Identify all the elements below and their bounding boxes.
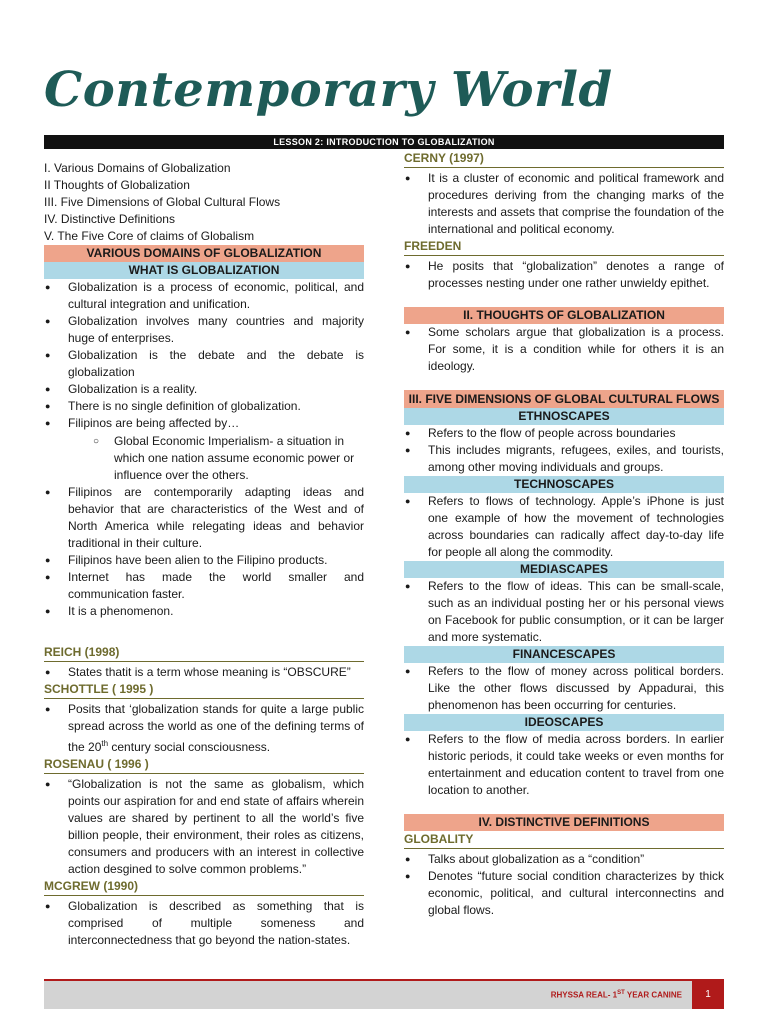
reich-list: [44, 664, 364, 681]
document-title: Contemporary World: [44, 62, 613, 118]
subsection-heading-technoscapes: TECHNOSCAPES: [404, 476, 724, 493]
list-item: [44, 415, 364, 484]
footer-author: [551, 990, 682, 1000]
list-item: ● It is a phenomenon.: [44, 603, 364, 620]
subsection-heading-what-is: WHAT IS GLOBALIZATION: [44, 262, 364, 279]
author-mcgrew: MCGREW (1990): [44, 878, 364, 896]
author-freeden: FREEDEN: [404, 238, 724, 256]
list-item: ● Refers to the flow of media across borders. In earlier historic periods, it could take weeks or even months for entertainment and education content to travel from one location to another.: [404, 731, 724, 799]
schottle-text-end: century social consciousness.: [108, 740, 271, 754]
cerny-list: [404, 170, 724, 238]
list-item: ● He posits that “globalization” denotes a range of processes nesting under one rather unwieldy epithet.: [404, 258, 724, 292]
list-item: ● States thatit is a term whose meaning is “OBSCURE”: [44, 664, 364, 681]
thoughts-list: [404, 324, 724, 375]
toc-item: II Thoughts of Globalization: [44, 178, 190, 192]
list-item: ● This includes migrants, refugees, exiles, and tourists, among other moving individuals and groups.: [404, 442, 724, 476]
list-item: ● Refers to the flow of money across political borders. Like the other flows discussed by Appadurai, this phenomenon has been occurring for centuries.: [404, 663, 724, 714]
list-item: ● Filipinos are contemporarily adapting ideas and behavior that are characteristics of the West and of North America while relegating ideas and behavior traditional in their culture.: [44, 484, 364, 552]
mcgrew-list: [44, 898, 364, 949]
financescapes-list: [404, 663, 724, 714]
list-item: ● Globalization is a reality.: [44, 381, 364, 398]
subsection-heading-ideoscapes: IDEOSCAPES: [404, 714, 724, 731]
toc-item: III. Five Dimensions of Global Cultural Flows: [44, 195, 281, 209]
list-item: ● There is no single definition of globalization.: [44, 398, 364, 415]
page-number: 1: [692, 981, 724, 1009]
left-column: [44, 150, 364, 949]
list-item: ● Globalization is the debate and the debate is globalization: [44, 347, 364, 381]
list-item: ● It is a cluster of economic and political framework and procedures deriving from the changing marks of the interests and assets that comprise the foundation of the international and political economy.: [404, 170, 724, 238]
schottle-list: [44, 701, 364, 756]
footer-sup: ST: [617, 990, 625, 996]
section-heading-thoughts: II. THOUGHTS OF GLOBALIZATION: [404, 307, 724, 324]
sub-list-item: ○ Global Economic Imperialism- a situation in which one nation assume economic power or influence over the others.: [68, 433, 364, 484]
section-heading-definitions: IV. DISTINCTIVE DEFINITIONS: [404, 814, 724, 831]
table-of-contents: [44, 160, 364, 245]
author-cerny: CERNY (1997): [404, 150, 724, 168]
lesson-header-bar: LESSON 2: INTRODUCTION TO GLOBALIZATION: [44, 135, 724, 149]
right-column: [404, 150, 724, 919]
list-item: ● “Globalization is not the same as globalism, which points our aspiration for and end state of affairs wherein values are shared by pertinent to all the world’s five billion people, their environment, their roles as citizens, consumers and producers with an interest in collective action desgined to solve common problems.”: [44, 776, 364, 878]
bullet-list: [44, 279, 364, 620]
list-item: ● Globalization involves many countries and majority huge of enterprises.: [44, 313, 364, 347]
list-item: ● Talks about globalization as a “condition”: [404, 851, 724, 868]
rosenau-list: [44, 776, 364, 878]
list-item: ● Filipinos have been alien to the Filipino products.: [44, 552, 364, 569]
list-item-text: Filipinos are being affected by…: [68, 416, 240, 430]
toc-item: V. The Five Core of claims of Globalism: [44, 229, 255, 243]
list-item: [44, 701, 364, 756]
list-item: ● Denotes “future social condition characterizes by thick economic, political, and cultural interconnectins and global flows.: [404, 868, 724, 919]
technoscapes-list: [404, 493, 724, 561]
list-item: ● Internet has made the world smaller and communication faster.: [44, 569, 364, 603]
list-item: ● Refers to the flow of ideas. This can be small-scale, such as an individual posting her or his personal views on Facebook for public consumption, or it can be larger and more systematic.: [404, 578, 724, 646]
globality-list: [404, 851, 724, 919]
section-heading-dimensions: III. FIVE DIMENSIONS OF GLOBAL CULTURAL FLOWS: [404, 390, 724, 408]
mediascapes-list: [404, 578, 724, 646]
toc-item: I. Various Domains of Globalization: [44, 161, 231, 175]
subsection-heading-ethnoscapes: ETHNOSCAPES: [404, 408, 724, 425]
footer-year: YEAR CANINE: [624, 990, 682, 1000]
author-schottle: SCHOTTLE ( 1995 ): [44, 681, 364, 699]
toc-item: IV. Distinctive Definitions: [44, 212, 175, 226]
list-item: ● Globalization is described as something that is comprised of multiple someness and interconnectedness that go beyond the nation-states.: [44, 898, 364, 949]
term-globality: GLOBALITY: [404, 831, 724, 849]
page-footer: [44, 979, 724, 1009]
subsection-heading-mediascapes: MEDIASCAPES: [404, 561, 724, 578]
list-item: ● Refers to the flow of people across boundaries: [404, 425, 724, 442]
list-item: ● Globalization is a process of economic, political, and cultural integration and unification.: [44, 279, 364, 313]
section-heading-domains: VARIOUS DOMAINS OF GLOBALIZATION: [44, 245, 364, 262]
freeden-list: [404, 258, 724, 292]
ideoscapes-list: [404, 731, 724, 799]
list-item: ● Some scholars argue that globalization is a process. For some, it is a condition while for others it is an ideology.: [404, 324, 724, 375]
list-item: ● Refers to flows of technology. Apple’s iPhone is just one example of how the movement of technologies across boundaries can radically affect day-to-day life for people all along the commodity.: [404, 493, 724, 561]
author-rosenau: ROSENAU ( 1996 ): [44, 756, 364, 774]
sub-bullet-list: [68, 433, 364, 484]
subsection-heading-financescapes: FINANCESCAPES: [404, 646, 724, 663]
author-reich: REICH (1998): [44, 644, 364, 662]
schottle-sup: th: [101, 739, 109, 748]
schottle-text: Posits that ‘globalization stands for quite a large public spread across the world as one of the defining terms of the 20: [68, 702, 364, 754]
footer-name: RHYSSA REAL- 1: [550, 990, 618, 1000]
ethnoscapes-list: [404, 425, 724, 476]
